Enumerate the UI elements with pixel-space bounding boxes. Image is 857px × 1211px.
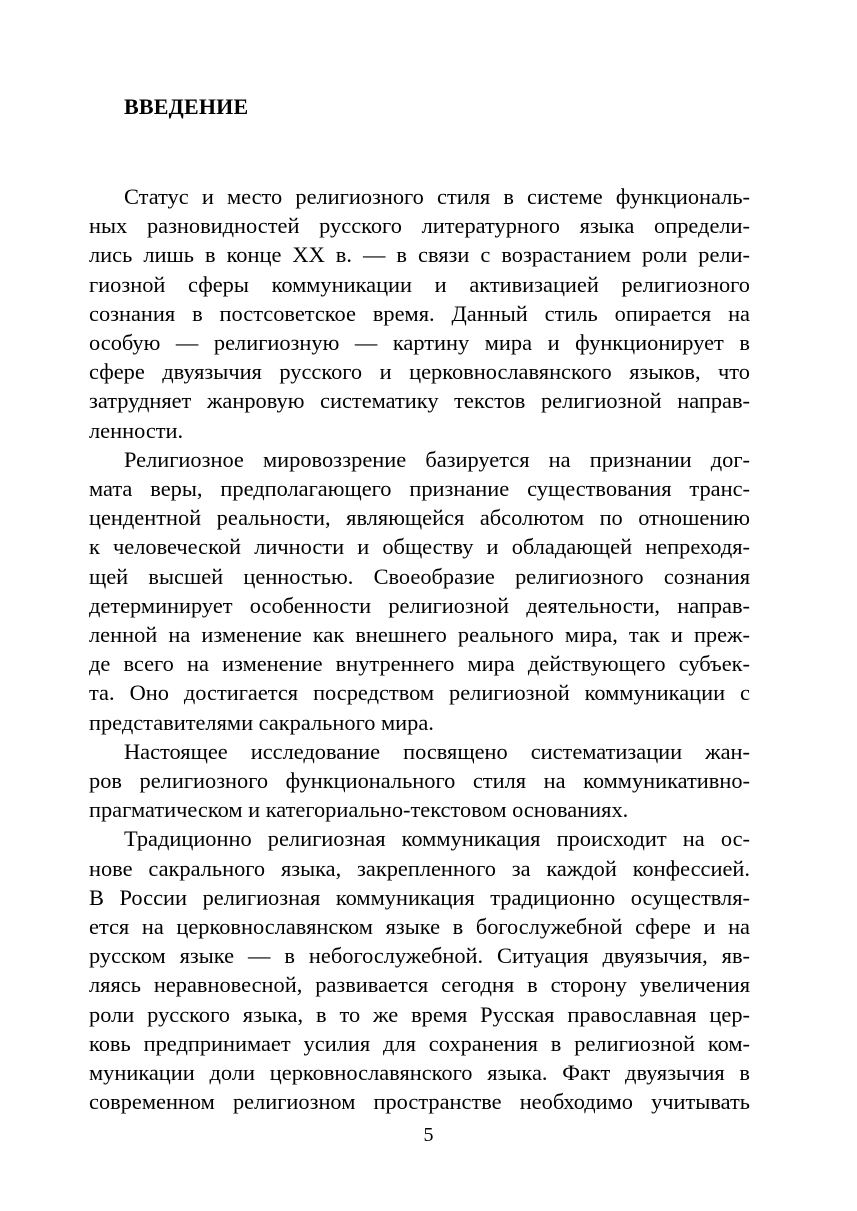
text-line: ковь предпринимает усилия для сохранения в религиозной ком- (89, 1030, 750, 1056)
text-line: мата веры, предполагающего признание существования транс- (89, 476, 750, 502)
text-line: детерминирует особенности религиозной деятельности, направ- (89, 592, 750, 618)
text-line: прагматическом и категориально-текстовом основаниях. (89, 797, 629, 823)
text-line: затрудняет жанровую систематику текстов религиозной направ- (89, 388, 750, 414)
paragraph-1 (89, 182, 750, 445)
text-line: представителями сакрального мира. (89, 709, 434, 735)
text-line: ных разновидностей русского литературного языка определи- (89, 213, 750, 239)
section-heading: ВВЕДЕНИЕ (124, 94, 249, 119)
text-line: цендентной реальности, являющейся абсолютом по отношению (89, 505, 750, 531)
text-line: сознания в постсоветское время. Данный стиль опирается на (89, 300, 750, 326)
text-line: лись лишь в конце ХХ в. — в связи с возрастанием роли рели- (89, 242, 750, 268)
text-line: ленности. (89, 417, 184, 443)
text-line: муникации доли церковнославянского языка. Факт двуязычия в (89, 1060, 750, 1086)
text-line: ров религиозного функционального стиля на коммуникативно- (89, 768, 750, 794)
text-line: русском языке — в небогослужебной. Ситуация двуязычия, яв- (89, 943, 750, 969)
text-line: ленной на изменение как внешнего реального мира, так и преж- (89, 622, 750, 648)
paragraph-2 (89, 445, 750, 737)
text-line: роли русского языка, в то же время Русская православная цер- (89, 1001, 750, 1027)
page-number: 5 (423, 1124, 434, 1146)
text-line: Традиционно религиозная коммуникация происходит на ос- (124, 826, 750, 852)
text-line: В России религиозная коммуникация традиционно осуществля- (89, 884, 750, 910)
text-line: Религиозное мировоззрение базируется на признании дог- (124, 446, 750, 472)
paragraph-3 (89, 737, 750, 825)
text-line: гиозной сферы коммуникации и активизацией религиозного (89, 271, 750, 297)
body-text (89, 182, 750, 1117)
text-line: особую — религиозную — картину мира и функционирует в (89, 330, 750, 356)
text-line: Статус и место религиозного стиля в системе функциональ- (124, 184, 750, 209)
text-line: Настоящее исследование посвящено систематизации жан- (124, 738, 750, 764)
text-line: де всего на изменение внутреннего мира действующего субъек- (89, 651, 750, 677)
paragraph-4 (89, 824, 750, 1116)
text-line: к человеческой личности и обществу и обладающей непреходя- (89, 534, 750, 560)
text-line: та. Оно достигается посредством религиозной коммуникации с (89, 680, 750, 706)
text-line: сфере двуязычия русского и церковнославянского языков, что (89, 359, 750, 385)
text-line: нове сакрального языка, закрепленного за каждой конфессией. (89, 855, 750, 881)
text-line: щей высшей ценностью. Своеобразие религиозного сознания (89, 563, 750, 589)
text-line: современном религиозном пространстве необходимо учитывать (89, 1089, 750, 1115)
text-line: ляясь неравновесной, развивается сегодня в сторону увеличения (89, 972, 750, 998)
text-line: ется на церковнославянском языке в богослужебной сфере и на (89, 914, 750, 940)
